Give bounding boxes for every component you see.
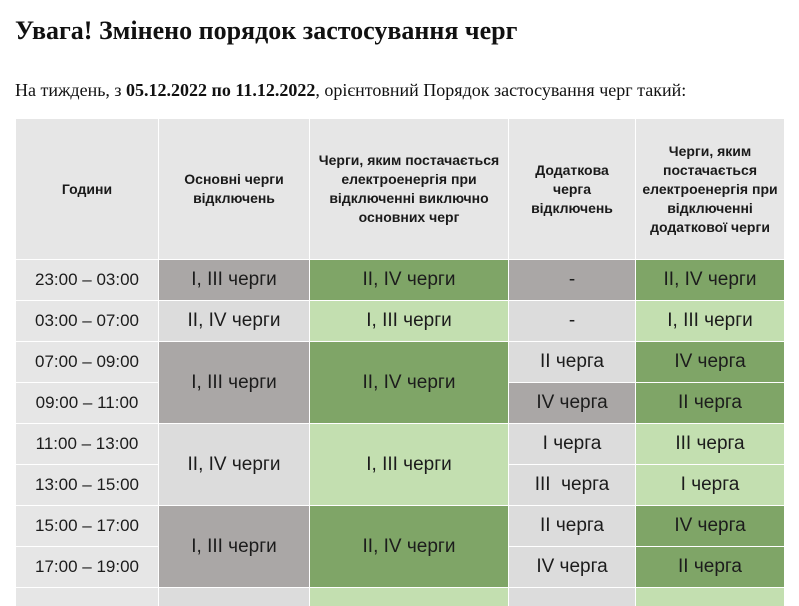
header-supplied-main: Черги, яким постачається електроенергія при відключенні виключно основних черг	[310, 119, 509, 260]
hours-cell: 03:00 – 07:00	[16, 301, 159, 342]
supplied-additional-cell	[636, 588, 785, 606]
additional-queue-cell	[509, 588, 636, 606]
hours-cell: 09:00 – 11:00	[16, 383, 159, 424]
supplied-main-cell: I, III черги	[310, 301, 509, 342]
table-row-partial	[16, 588, 785, 606]
supplied-additional-cell: II черга	[636, 547, 785, 588]
supplied-main-cell: II, IV черги	[310, 342, 509, 424]
supplied-main-cell	[310, 588, 509, 606]
supplied-additional-cell: IV черга	[636, 342, 785, 383]
header-main-queues: Основні черги відключень	[159, 119, 310, 260]
additional-queue-cell: III черга	[509, 465, 636, 506]
header-additional-queue: Додаткова черга відключень	[509, 119, 636, 260]
supplied-additional-cell: II, IV черги	[636, 260, 785, 301]
main-queues-cell: II, IV черги	[159, 424, 310, 506]
main-queues-cell: II, IV черги	[159, 301, 310, 342]
table-row	[16, 342, 785, 383]
additional-queue-cell: -	[509, 301, 636, 342]
hours-cell: 17:00 – 19:00	[16, 547, 159, 588]
additional-queue-cell: II черга	[509, 342, 636, 383]
supplied-additional-cell: IV черга	[636, 506, 785, 547]
hours-cell: 15:00 – 17:00	[16, 506, 159, 547]
supplied-additional-cell: I черга	[636, 465, 785, 506]
hours-cell: 11:00 – 13:00	[16, 424, 159, 465]
table-row	[16, 424, 785, 465]
hours-cell: 23:00 – 03:00	[16, 260, 159, 301]
additional-queue-cell: IV черга	[509, 547, 636, 588]
additional-queue-cell: -	[509, 260, 636, 301]
queue-schedule-table	[15, 118, 785, 606]
header-hours: Години	[16, 119, 159, 260]
additional-queue-cell: IV черга	[509, 383, 636, 424]
main-queues-cell	[159, 588, 310, 606]
supplied-additional-cell: I, III черги	[636, 301, 785, 342]
table-row	[16, 301, 785, 342]
intro-text	[15, 78, 686, 102]
supplied-main-cell: I, III черги	[310, 424, 509, 506]
table-row	[16, 506, 785, 547]
intro-prefix: На тиждень, з	[15, 80, 127, 100]
table-header-row	[16, 119, 785, 260]
intro-dates: 05.12.2022 по 11.12.2022	[126, 80, 316, 100]
additional-queue-cell: II черга	[509, 506, 636, 547]
header-supplied-additional: Черги, яким постачається електроенергія при відключенні додаткової черги	[636, 119, 785, 260]
intro-suffix: , орієнтовний Порядок застосування черг такий:	[315, 80, 687, 100]
supplied-additional-cell: II черга	[636, 383, 785, 424]
main-queues-cell: I, III черги	[159, 342, 310, 424]
supplied-main-cell: II, IV черги	[310, 506, 509, 588]
hours-cell: 13:00 – 15:00	[16, 465, 159, 506]
page-title: Увага! Змінено порядок застосування черг	[15, 16, 518, 45]
hours-cell	[16, 588, 159, 606]
supplied-additional-cell: III черга	[636, 424, 785, 465]
main-queues-cell: I, III черги	[159, 506, 310, 588]
hours-cell: 07:00 – 09:00	[16, 342, 159, 383]
main-queues-cell: I, III черги	[159, 260, 310, 301]
supplied-main-cell: II, IV черги	[310, 260, 509, 301]
table-row	[16, 260, 785, 301]
additional-queue-cell: I черга	[509, 424, 636, 465]
